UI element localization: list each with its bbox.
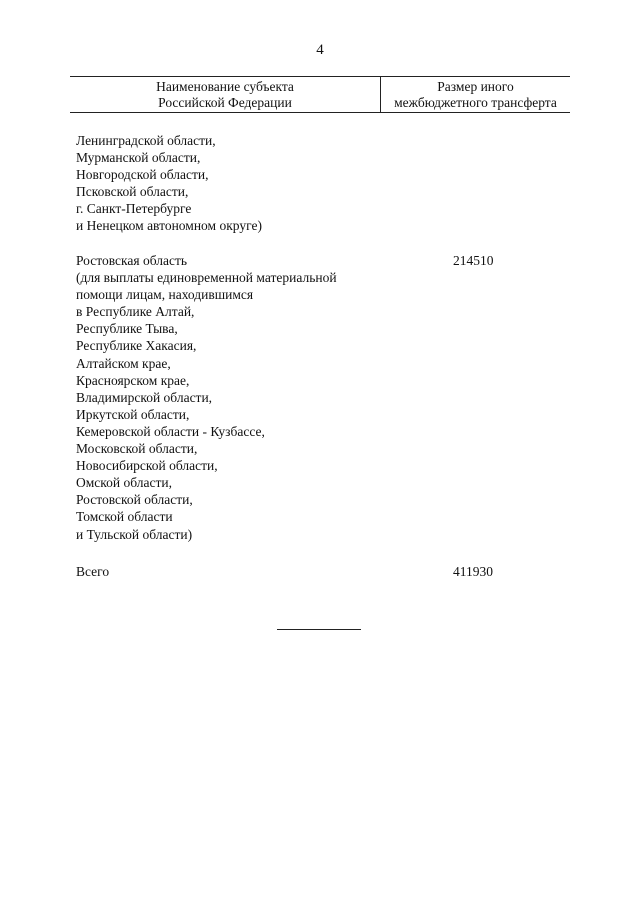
- header-subject-line: Российской Федерации: [158, 95, 292, 110]
- rostov-amount: 214510: [453, 253, 494, 268]
- entry-line: Алтайском крае,: [76, 355, 171, 371]
- entry-line: Московской области,: [76, 441, 198, 457]
- header-subject-line: Наименование субъекта: [156, 79, 294, 94]
- entry-line: Ленинградской области,: [76, 133, 216, 148]
- header-amount-line: Размер иного: [437, 79, 514, 94]
- entry-line: Республике Хакасия,: [76, 338, 197, 354]
- total-label-text: Всего: [76, 564, 110, 579]
- entry-line: и Ненецком автономном округе): [76, 218, 262, 234]
- entry-line: помощи лицам, находившимся: [76, 287, 254, 303]
- entry-line: Омской области,: [76, 475, 173, 491]
- entry-line: Псковской области,: [76, 184, 189, 200]
- table-header: [70, 76, 570, 113]
- header-subject-name: [70, 79, 380, 111]
- entry-line: г. Санкт-Петербурге: [76, 201, 192, 217]
- entry-line: и Тульской области): [76, 526, 193, 542]
- entry-line: Мурманской области,: [76, 150, 201, 166]
- entry-line: Ростовская область: [76, 253, 187, 268]
- header-amount-line: межбюджетного трансферта: [394, 95, 557, 110]
- entry-line: Томской области: [76, 509, 173, 525]
- entry-line: в Республике Алтай,: [76, 304, 195, 320]
- continuation-entry: [76, 132, 262, 235]
- total-amount: 411930: [453, 564, 493, 579]
- entry-line: Новосибирской области,: [76, 458, 218, 474]
- total-label: [76, 563, 109, 580]
- rostov-entry: [76, 252, 337, 543]
- entry-line: (для выплаты единовременной материальной: [76, 270, 337, 286]
- header-transfer-amount: [381, 79, 570, 111]
- entry-line: Иркутской области,: [76, 406, 190, 422]
- page-number: 4: [316, 42, 324, 58]
- entry-line: Красноярском крае,: [76, 372, 190, 388]
- entry-line: Республике Тыва,: [76, 321, 178, 337]
- entry-line: Новгородской области,: [76, 167, 209, 183]
- entry-line: Кемеровской области - Кузбассе,: [76, 423, 265, 439]
- entry-line: Владимирской области,: [76, 389, 213, 405]
- end-divider: [277, 629, 361, 630]
- entry-line: Ростовской области,: [76, 492, 193, 508]
